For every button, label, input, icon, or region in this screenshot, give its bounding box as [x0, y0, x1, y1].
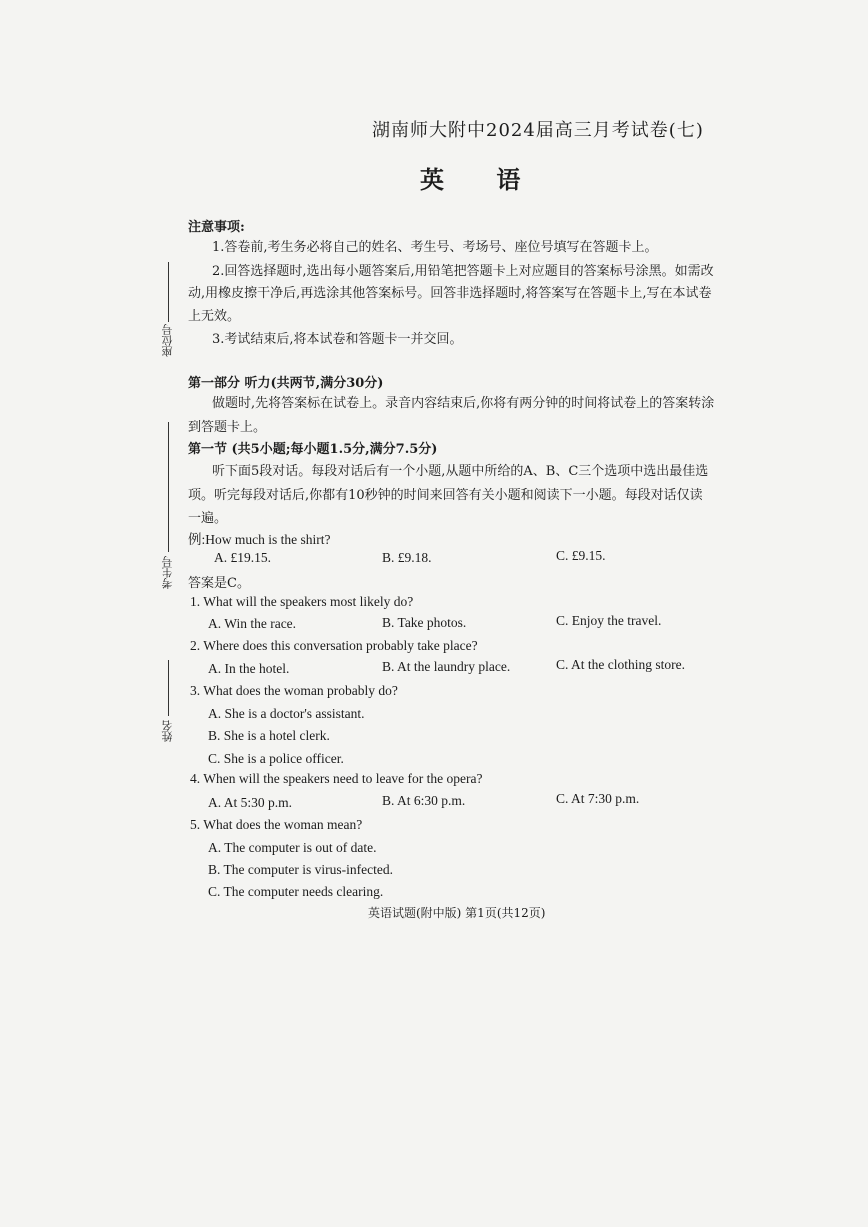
school-title: 湖南师大附中2024届高三月考试卷(七)	[372, 120, 704, 141]
q4-option-c: C. At 7:30 p.m.	[556, 791, 640, 806]
section1-line-3: 一遍。	[188, 511, 228, 526]
q3-option-b: B. She is a hotel clerk.	[208, 728, 330, 743]
example-option-c: C. £9.15.	[556, 548, 606, 563]
section1-line-1: 听下面5段对话。每段对话后有一个小题,从题中所给的A、B、C三个选项中选出最佳选	[212, 464, 709, 479]
name-label: 姓名	[161, 720, 174, 742]
q2-option-b: B. At the laundry place.	[382, 659, 511, 674]
q4-option-b: B. At 6:30 p.m.	[382, 793, 466, 808]
q2-option-a: A. In the hotel.	[208, 661, 290, 676]
example-answer: 答案是C。	[188, 576, 250, 591]
example-option-b: B. £9.18.	[382, 550, 432, 565]
q2-stem: 2. Where does this conversation probably take place?	[190, 638, 478, 653]
notice-item-2-line-1: 2.回答选择题时,选出每小题答案后,用铅笔把答题卡上对应题目的答案标号涂黑。如需改	[212, 264, 714, 279]
q3-option-c: C. She is a police officer.	[208, 751, 344, 766]
page-footer: 英语试题(附中版) 第1页(共12页)	[368, 906, 546, 920]
part1-desc-line-1: 做题时,先将答案标在试卷上。录音内容结束后,你将有两分钟的时间将试卷上的答案转涂	[212, 396, 715, 411]
q1-option-a: A. Win the race.	[208, 616, 297, 631]
notice-item-2-line-3: 上无效。	[188, 309, 241, 324]
q5-option-b: B. The computer is virus-infected.	[208, 862, 393, 877]
seat-label: 座位号	[161, 324, 174, 357]
q1-stem: 1. What will the speakers most likely do?	[190, 594, 414, 609]
notice-item-3: 3.考试结束后,将本试卷和答题卡一并交回。	[212, 332, 463, 347]
example-question: 例:How much is the shirt?	[188, 532, 331, 547]
q3-stem: 3. What does the woman probably do?	[190, 683, 398, 698]
q5-option-c: C. The computer needs clearing.	[208, 884, 384, 899]
part1-heading: 第一部分 听力(共两节,满分30分)	[188, 376, 384, 391]
example-option-a: A. £19.15.	[214, 550, 271, 565]
q5-option-a: A. The computer is out of date.	[208, 840, 377, 855]
notice-heading: 注意事项:	[188, 220, 245, 235]
q5-stem: 5. What does the woman mean?	[190, 817, 363, 832]
q4-stem: 4. When will the speakers need to leave for the opera?	[190, 771, 483, 786]
q1-option-b: B. Take photos.	[382, 615, 467, 630]
seat-line	[168, 262, 169, 322]
q2-option-c: C. At the clothing store.	[556, 657, 685, 672]
name-line	[168, 660, 169, 716]
notice-item-1: 1.答卷前,考生务必将自己的姓名、考生号、考场号、座位号填写在答题卡上。	[212, 240, 658, 255]
notice-item-2-line-2: 动,用橡皮擦干净后,再选涂其他答案标号。回答非选择题时,将答案写在答题卡上,写在本试卷	[188, 286, 712, 301]
q4-option-a: A. At 5:30 p.m.	[208, 795, 293, 810]
q1-option-c: C. Enjoy the travel.	[556, 613, 662, 628]
q3-option-a: A. She is a doctor's assistant.	[208, 706, 365, 721]
exam-no-line	[168, 422, 169, 552]
exam-no-label: 考生号	[161, 556, 174, 589]
part1-desc-line-2: 到答题卡上。	[188, 420, 267, 435]
section1-line-2: 项。听完每段对话后,你都有10秒钟的时间来回答有关小题和阅读下一小题。每段对话仅读	[188, 488, 703, 503]
subject-title: 英 语	[420, 165, 543, 194]
section1-heading: 第一节 (共5小题;每小题1.5分,满分7.5分)	[188, 442, 438, 457]
